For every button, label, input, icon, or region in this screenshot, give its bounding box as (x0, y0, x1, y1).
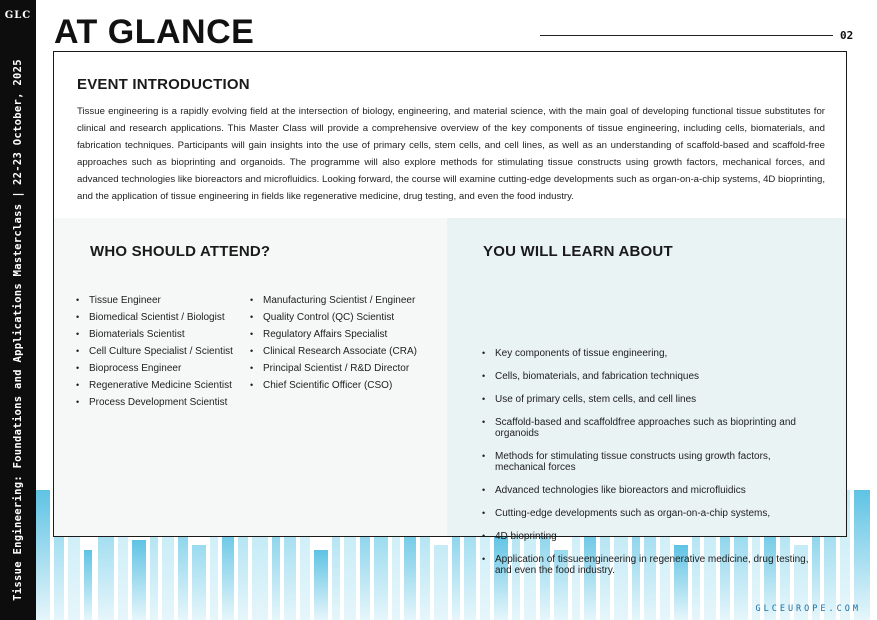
side-event-title (12, 59, 24, 601)
title-rule (540, 35, 833, 36)
list-item: • Scaffold-based and scaffoldfree approaches such as bioprinting and organoids (482, 417, 822, 439)
list-item: • Biomaterials Scientist (76, 326, 246, 343)
list-item: • Application of tissueengineering in regenerative medicine, drug testing, and even the food industry. (482, 554, 822, 576)
sidebar (0, 0, 36, 620)
decorative-bar (132, 540, 146, 620)
attend-heading: WHO SHOULD ATTEND? (90, 243, 271, 260)
page-title: AT GLANCE (54, 13, 255, 51)
list-item: • Manufacturing Scientist / Engineer (250, 292, 440, 309)
list-item: • Chief Scientific Officer (CSO) (250, 377, 440, 394)
decorative-bar (314, 550, 328, 620)
decorative-bar (344, 525, 356, 620)
list-item: • Cell Culture Specialist / Scientist (76, 343, 246, 360)
decorative-bar (854, 490, 870, 620)
list-item: • Use of primary cells, stem cells, and cell lines (482, 394, 822, 405)
decorative-bar (434, 545, 448, 620)
list-item: • Cutting-edge developments such as organ-on-a-chip systems, (482, 508, 822, 519)
decorative-bar (84, 550, 92, 620)
list-item: • Regulatory Affairs Specialist (250, 326, 440, 343)
list-item: • Process Development Scientist (76, 394, 246, 411)
list-item: • Tissue Engineer (76, 292, 246, 309)
you-will-learn-section (447, 218, 846, 576)
list-item: • Key components of tissue engineering, (482, 348, 822, 359)
learn-list (482, 348, 822, 588)
side-separator: | (12, 190, 24, 198)
glc-logo: GLC (4, 10, 32, 21)
list-item: • Quality Control (QC) Scientist (250, 309, 440, 326)
list-item: • 4D bioprinting (482, 531, 822, 542)
content-card (53, 51, 847, 576)
attend-list-2 (250, 292, 440, 394)
decorative-bar (36, 490, 50, 620)
decorative-bar (98, 525, 114, 620)
footer-url[interactable]: GLCEUROPE.COM (755, 604, 861, 614)
list-item: • Cells, biomaterials, and fabrication techniques (482, 371, 822, 382)
attend-list-1 (76, 292, 246, 411)
list-item: • Advanced technologies like bioreactors and microfluidics (482, 485, 822, 496)
side-title: Tissue Engineering: Foundations and Applications Masterclass (12, 203, 24, 601)
list-item: • Principal Scientist / R&D Director (250, 360, 440, 377)
decorative-bar (222, 525, 234, 620)
learn-heading: YOU WILL LEARN ABOUT (483, 243, 673, 260)
decorative-bar (54, 525, 64, 620)
list-item: • Methods for stimulating tissue constructs using growth factors, mechanical forces (482, 451, 822, 473)
list-item: • Biomedical Scientist / Biologist (76, 309, 246, 326)
list-item: • Clinical Research Associate (CRA) (250, 343, 440, 360)
list-item: • Bioprocess Engineer (76, 360, 246, 377)
decorative-bar (192, 545, 206, 620)
decorative-bar (374, 535, 388, 620)
page-number: 02 (840, 29, 854, 42)
intro-heading: EVENT INTRODUCTION (77, 76, 250, 93)
intro-body: Tissue engineering is a rapidly evolving field at the intersection of biology, engineering, and material science, with the main goal of developing functional tissue substitutes for clinical and research applications. This Master Class will provide a comprehensive overview of the key components of tissue engineering, including cells, biomaterials, and fabrication techniques. Participants will gain insights into the use of primary cells, stem cells, and cell lines, as well as an understanding of scaffold-based and scaffold-free approaches such as bioprinting and organoids. The programme will also explore methods for stimulating tissue constructs using growth factors, mechanical forces, and advanced technologies like bioreactors and microfluidics. Looking forward, the course will examine cutting-edge developments such as organ-on-a-chip systems, 4D bioprinting, and the application of tissue engineering in fields like regenerative medicine, drug testing, and even the food industry. (77, 106, 825, 202)
who-should-attend-section (54, 218, 448, 536)
decorative-bar (464, 525, 476, 620)
decorative-bar (252, 535, 268, 620)
intro-section (54, 52, 846, 219)
list-item: • Regenerative Medicine Scientist (76, 377, 246, 394)
side-dates: 22-23 October, 2025 (12, 59, 24, 185)
